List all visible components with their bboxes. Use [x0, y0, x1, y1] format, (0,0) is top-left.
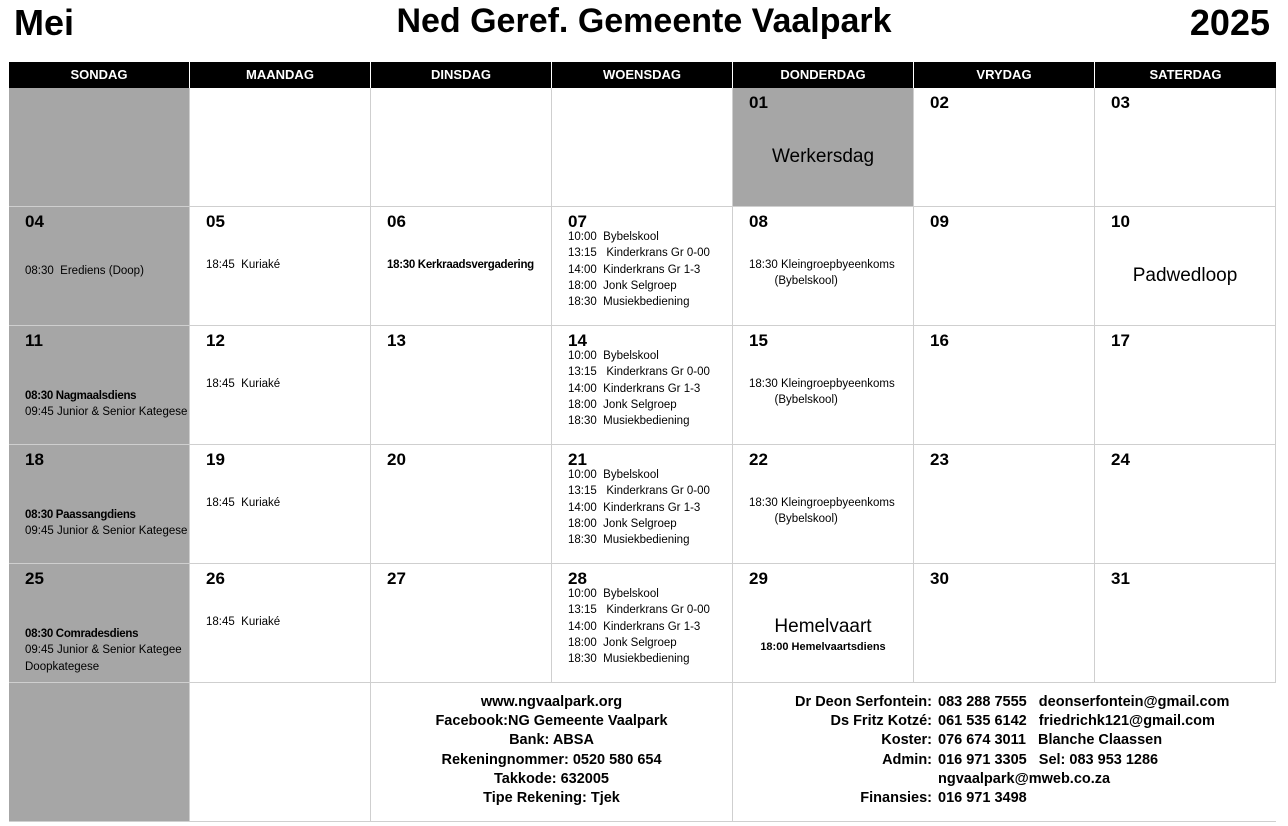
calendar-grid — [9, 62, 1276, 822]
weekday-label: SONDAG — [9, 62, 190, 88]
day-highlight: Werkersdag — [771, 146, 875, 167]
day-cell — [371, 326, 552, 444]
weekday-label: VRYDAG — [914, 62, 1095, 88]
day-cell — [914, 326, 1095, 444]
day-number: 24 — [1111, 450, 1130, 469]
day-cell — [733, 326, 914, 444]
day-cell — [914, 445, 1095, 563]
weekday-header-row — [9, 62, 1276, 88]
event-item: 18:45 Kuriaké — [206, 378, 281, 390]
event-item: 18:30 Musiekbediening — [568, 415, 690, 428]
day-cell — [9, 564, 190, 682]
day-cell — [9, 88, 190, 206]
day-cell — [1095, 564, 1276, 682]
day-cell — [733, 564, 914, 682]
event-item: 08:30 Erediens (Doop) — [25, 265, 144, 277]
facebook: Facebook:NG Gemeente Vaalpark — [435, 713, 668, 730]
footer-empty-cell — [190, 683, 371, 821]
footer-sunday-cell — [9, 683, 190, 821]
event-item: 10:00 Bybelskool — [568, 588, 659, 600]
day-highlight: Hemelvaart — [774, 616, 872, 637]
branch-code: Takkode: 632005 — [494, 770, 609, 787]
day-cell — [1095, 326, 1276, 444]
day-cell — [552, 207, 733, 325]
day-number: 07 — [568, 212, 587, 231]
day-cell — [552, 88, 733, 206]
day-number: 20 — [387, 450, 406, 469]
contact-row — [733, 731, 1276, 750]
event-item: Doopkategese — [25, 660, 100, 673]
event-item: 18:30 Musiekbediening — [568, 296, 690, 309]
day-number: 13 — [387, 331, 406, 350]
day-cell — [371, 207, 552, 325]
congregation-title: Ned Geref. Gemeente Vaalpark — [396, 2, 892, 40]
event-item: 18:45 Kuriaké — [206, 259, 281, 271]
contact-value: 061 535 6142 friedrichk121@gmail.com — [938, 713, 1215, 730]
day-number: 14 — [568, 331, 587, 350]
contact-row — [733, 712, 1276, 731]
weekday-label: MAANDAG — [190, 62, 371, 88]
contact-value: 076 674 3011 Blanche Claassen — [938, 732, 1163, 749]
event-item: 10:00 Bybelskool — [568, 469, 659, 481]
day-cell — [733, 88, 914, 206]
event-highlight: 18:30 Kerkraadsvergadering — [387, 259, 534, 271]
day-cell — [190, 326, 371, 444]
week-row — [9, 326, 1276, 445]
day-number: 23 — [930, 450, 949, 469]
day-cell — [9, 207, 190, 325]
day-number: 11 — [25, 331, 43, 350]
day-highlight: Padwedloop — [1132, 265, 1238, 286]
event-item: 09:45 Junior & Senior Kategese — [25, 406, 188, 419]
event-highlight: 08:30 Nagmaalsdiens — [25, 390, 137, 402]
event-item: 14:00 Kinderkrans Gr 1-3 — [568, 620, 701, 633]
event-item: 13:15 Kinderkrans Gr 0-00 — [568, 604, 710, 617]
day-cell — [371, 445, 552, 563]
account-number: Rekeningnommer: 0520 580 654 — [441, 751, 662, 768]
day-number: 10 — [1111, 212, 1130, 231]
calendar-header — [0, 0, 1288, 50]
event-item: 14:00 Kinderkrans Gr 1-3 — [568, 382, 701, 395]
event-item: 18:30 Musiekbediening — [568, 534, 690, 547]
account-type: Tipe Rekening: Tjek — [483, 790, 620, 807]
contact-label: Dr Deon Serfontein: — [795, 694, 932, 710]
event-item: 18:00 Jonk Selgroep — [568, 636, 677, 649]
contact-value: 016 971 3305 Sel: 083 953 1286 — [938, 751, 1159, 768]
weekday-label: DONDERDAG — [733, 62, 914, 88]
contact-label: Finansies: — [860, 790, 932, 807]
day-cell — [190, 564, 371, 682]
contact-value: 083 288 7555 deonserfontein@gmail.com — [938, 694, 1230, 710]
day-number: 04 — [25, 212, 44, 231]
week-row — [9, 445, 1276, 564]
day-cell — [371, 88, 552, 206]
contact-list — [733, 683, 1276, 821]
day-number: 27 — [387, 569, 406, 588]
event-item: 18:45 Kuriaké — [206, 497, 281, 509]
day-cell — [914, 88, 1095, 206]
day-number: 22 — [749, 450, 768, 469]
contact-label — [733, 770, 938, 789]
week-row — [9, 564, 1276, 683]
weeks-container — [9, 88, 1276, 683]
day-cell — [9, 326, 190, 444]
weekday-label: DINSDAG — [371, 62, 552, 88]
event-item: 13:15 Kinderkrans Gr 0-00 — [568, 247, 710, 260]
day-number: 09 — [930, 212, 949, 231]
day-number: 02 — [930, 93, 949, 112]
event-item: 18:30 Kleingroepbyeenkoms — [749, 259, 895, 271]
contact-value: ngvaalpark@mweb.co.za — [938, 770, 1111, 787]
week-row — [9, 207, 1276, 326]
day-number: 25 — [25, 569, 44, 588]
day-cell — [1095, 207, 1276, 325]
day-cell — [733, 207, 914, 325]
day-number: 18 — [25, 450, 44, 469]
day-number: 30 — [930, 569, 949, 588]
contact-label: Ds Fritz Kotzé: — [830, 713, 932, 730]
bank: Bank: ABSA — [509, 732, 594, 749]
day-cell — [733, 445, 914, 563]
weekday-label: SATERDAG — [1149, 67, 1222, 82]
day-number: 08 — [749, 212, 768, 231]
event-item: 10:00 Bybelskool — [568, 231, 659, 243]
event-item: 13:15 Kinderkrans Gr 0-00 — [568, 366, 710, 379]
day-number: 17 — [1111, 331, 1130, 350]
day-cell — [1095, 88, 1276, 206]
event-highlight: 08:30 Comradesdiens — [25, 628, 139, 640]
day-number: 21 — [568, 450, 587, 469]
day-number: 16 — [930, 331, 949, 350]
event-item: 09:45 Junior & Senior Kategese — [25, 525, 188, 538]
year-title: 2025 — [1189, 2, 1270, 43]
event-item: 18:45 Kuriaké — [206, 616, 281, 628]
day-cell — [552, 564, 733, 682]
day-cell — [9, 445, 190, 563]
contact-row — [733, 789, 1276, 808]
church-info — [371, 683, 733, 821]
event-item: 14:00 Kinderkrans Gr 1-3 — [568, 263, 701, 276]
day-highlight-sub: 18:00 Hemelvaartsdiens — [760, 641, 886, 653]
day-number: 15 — [749, 331, 768, 350]
contact-value: 016 971 3498 — [938, 790, 1027, 807]
event-highlight: 08:30 Paassangdiens — [25, 509, 136, 521]
event-item: 10:00 Bybelskool — [568, 350, 659, 362]
contact-label: Koster: — [881, 732, 932, 749]
day-cell — [371, 564, 552, 682]
event-item: 18:00 Jonk Selgroep — [568, 398, 677, 411]
event-item: 18:30 Musiekbediening — [568, 653, 690, 666]
contact-row — [733, 693, 1276, 712]
week-row — [9, 88, 1276, 207]
day-cell — [190, 445, 371, 563]
event-item: 18:00 Jonk Selgroep — [568, 517, 677, 530]
event-item: 18:00 Jonk Selgroep — [568, 279, 677, 292]
day-cell — [190, 207, 371, 325]
month-title: Mei — [14, 2, 75, 43]
event-item: 09:45 Junior & Senior Kategee — [25, 644, 182, 657]
day-number: 05 — [206, 212, 225, 231]
day-number: 28 — [568, 569, 587, 588]
day-cell — [1095, 445, 1276, 563]
event-item: 18:30 Kleingroepbyeenkoms — [749, 497, 895, 509]
day-cell — [914, 564, 1095, 682]
event-item: (Bybelskool) — [749, 394, 838, 407]
contact-row — [733, 770, 1276, 789]
day-number: 12 — [206, 331, 225, 350]
day-cell — [914, 207, 1095, 325]
event-item: 18:30 Kleingroepbyeenkoms — [749, 378, 895, 390]
footer-row — [9, 683, 1276, 822]
website: www.ngvaalpark.org — [480, 694, 623, 710]
contact-row — [733, 751, 1276, 770]
weekday-label: WOENSDAG — [552, 62, 733, 88]
contact-label: Admin: — [882, 751, 932, 768]
day-number: 06 — [387, 212, 406, 231]
day-number: 29 — [749, 569, 768, 588]
day-number: 26 — [206, 569, 225, 588]
event-item: (Bybelskool) — [749, 513, 838, 526]
day-number: 03 — [1111, 93, 1130, 112]
day-number: 01 — [749, 93, 768, 112]
day-number: 19 — [206, 450, 225, 469]
event-item: (Bybelskool) — [749, 275, 838, 288]
day-cell — [552, 445, 733, 563]
day-cell — [552, 326, 733, 444]
day-cell — [190, 88, 371, 206]
event-item: 14:00 Kinderkrans Gr 1-3 — [568, 501, 701, 514]
day-number: 31 — [1111, 569, 1130, 588]
event-item: 13:15 Kinderkrans Gr 0-00 — [568, 485, 710, 498]
